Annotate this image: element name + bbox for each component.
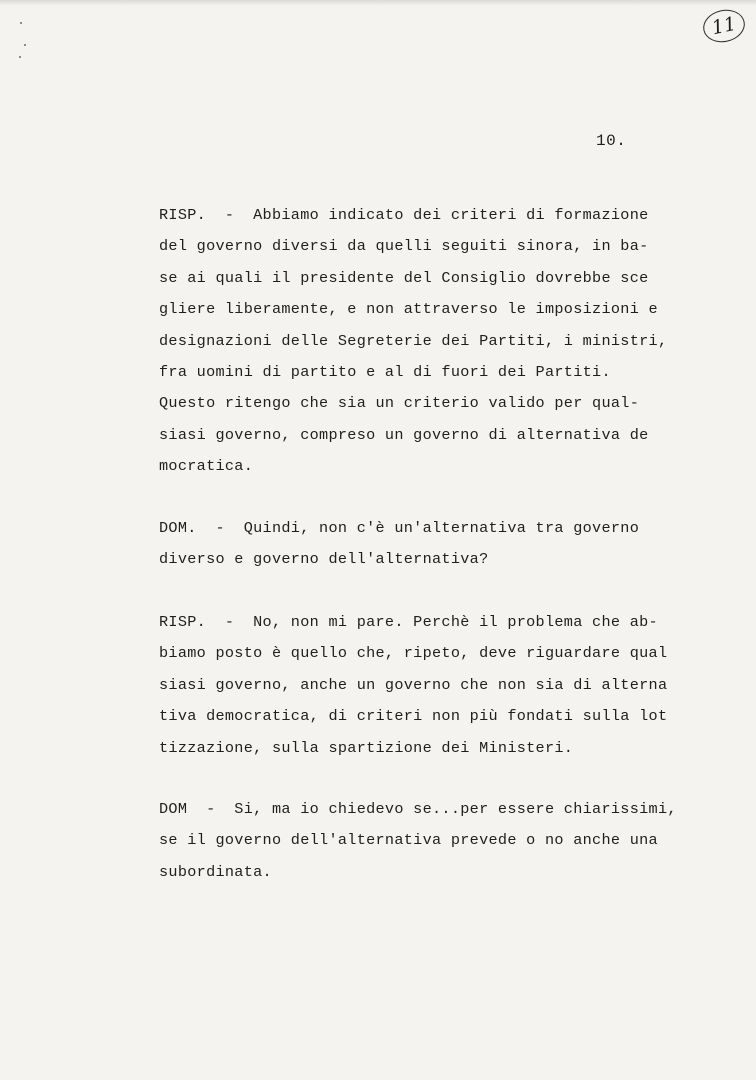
text-line: designazioni delle Segreterie dei Partiti, i ministri, xyxy=(159,331,668,350)
scan-speck xyxy=(19,56,21,58)
text-line: RISP. - No, non mi pare. Perchè il problema che ab- xyxy=(159,613,658,631)
text-line: biamo posto è quello che, ripeto, deve riguardare qual xyxy=(159,644,668,663)
text-line: RISP. - Abbiamo indicato dei criteri di formazione xyxy=(159,206,649,224)
page-number: 10. xyxy=(596,132,627,150)
text-line: siasi governo, compreso un governo di alternativa de xyxy=(159,425,649,444)
paragraph-risp-1 xyxy=(159,200,719,483)
text-line: DOM - Si, ma io chiedevo se...per essere chiarissimi, xyxy=(159,800,677,818)
paragraph-dom-1 xyxy=(159,513,719,576)
text-line: siasi governo, anche un governo che non sia di alterna xyxy=(159,675,668,694)
text-line: diverso e governo dell'alternativa? xyxy=(159,550,489,569)
text-line: se ai quali il presidente del Consiglio dovrebbe sce xyxy=(159,268,649,287)
scan-speck xyxy=(20,22,22,24)
paragraph-dom-2 xyxy=(159,794,719,888)
text-line: DOM. - Quindi, non c'è un'alternativa tra governo xyxy=(159,519,640,537)
text-line: tizzazione, sulla spartizione dei Ministeri. xyxy=(159,738,574,757)
text-line: fra uomini di partito e al di fuori dei Partiti. xyxy=(159,362,611,381)
paragraph-risp-2 xyxy=(159,607,719,764)
text-line: se il governo dell'alternativa prevede o no anche una xyxy=(159,831,658,850)
text-line: gliere liberamente, e non attraverso le imposizioni e xyxy=(159,300,658,319)
scan-top-edge xyxy=(0,0,756,6)
text-line: mocratica. xyxy=(159,457,254,476)
text-line: Questo ritengo che sia un criterio valido per qual- xyxy=(159,394,640,413)
text-line: tiva democratica, di criteri non più fondati sulla lot xyxy=(159,707,668,726)
scan-speck xyxy=(24,44,26,46)
text-line: del governo diversi da quelli seguiti sinora, in ba- xyxy=(159,237,649,256)
text-line: subordinata. xyxy=(159,862,272,881)
handwritten-folio-number: 11 xyxy=(700,6,748,46)
